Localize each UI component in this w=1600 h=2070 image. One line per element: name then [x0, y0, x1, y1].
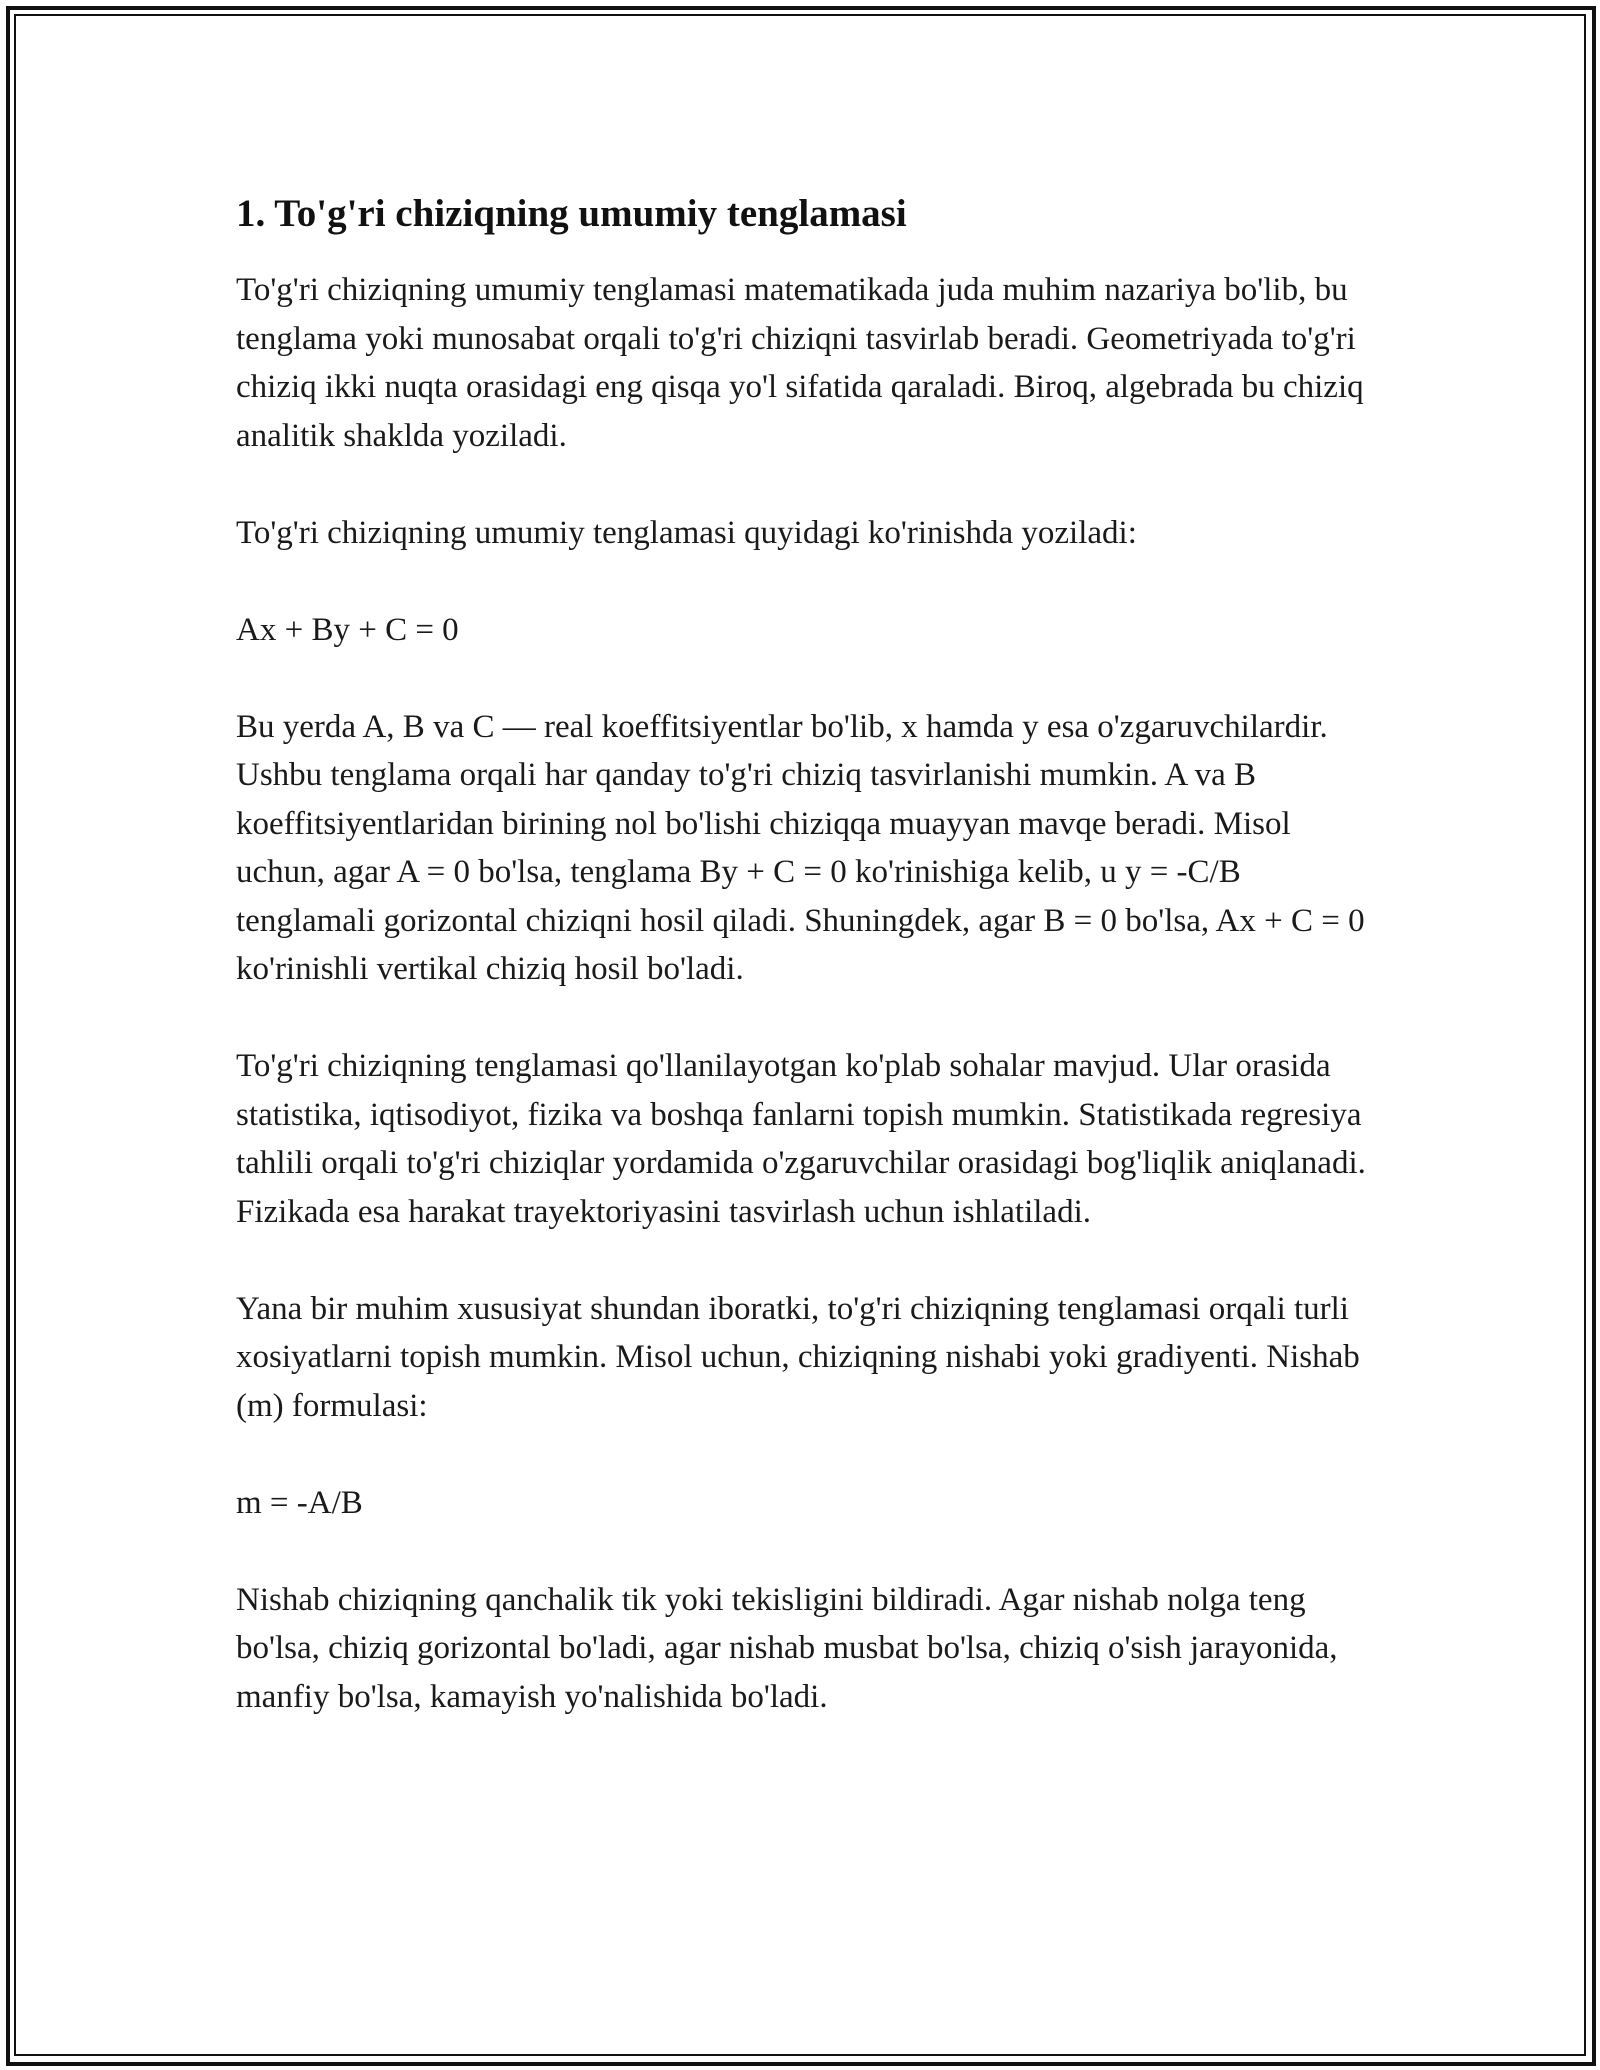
- paragraph-slope-intro: Yana bir muhim xususiyat shundan iboratki, to'g'ri chiziqning tenglamasi orqali turli xosiyatlarni topish mumkin. Misol uchun, chiziqning nishabi yoki gradiyenti. Nishab (m) formulasi:: [236, 1290, 1360, 1424]
- document-body: [236, 188, 1376, 1770]
- paragraph-slope-meaning: Nishab chiziqning qanchalik tik yoki tekisligini bildiradi. Agar nishab nolga teng bo'lsa, chiziq gorizontal bo'ladi, agar nishab musbat bo'lsa, chiziq o'sish jarayonida, manfiy bo'lsa, kamayish yo'nalishida bo'ladi.: [236, 1581, 1338, 1715]
- section-heading: 1. To'g'ri chiziqning umumiy tenglamasi: [236, 192, 907, 235]
- paragraph-intro: To'g'ri chiziqning umumiy tenglamasi matematikada juda muhim nazariya bo'lib, bu tenglama yoki munosabat orqali to'g'ri chiziqni tasvirlab beradi. Geometriyada to'g'ri chiziq ikki nuqta orasidagi eng qisqa yo'l sifatida qaraladi. Biroq, algebrada bu chiziq analitik shaklda yoziladi.: [236, 272, 1364, 454]
- paragraph-coefficients: Bu yerda A, B va C — real koeffitsiyentlar bo'lib, x hamda y esa o'zgaruvchilardir. Ushbu tenglama orqali har qanday to'g'ri chiziq tasvirlanishi mumkin. A va B koeffitsiyentlaridan birining nol bo'lishi chiziqqa muayyan mavqe beradi. Misol uchun, agar A = 0 bo'lsa, tenglama By + C = 0 ko'rinishiga kelib, u y = -C/B tenglamali gorizontal chiziqni hosil qiladi. Shuningdek, agar B = 0 bo'lsa, Ax + C = 0 ko'rinishli vertikal chiziq hosil bo'ladi.: [236, 708, 1365, 987]
- paragraph-applications: To'g'ri chiziqning tenglamasi qo'llanilayotgan ko'plab sohalar mavjud. Ular orasida statistika, iqtisodiyot, fizika va boshqa fanlarni topish mumkin. Statistikada regresiya tahlili orqali to'g'ri chiziqlar yordamida o'zgaruvchilar orasidagi bog'liqlik aniqlanadi. Fizikada esa harakat trayektoriyasini tasvirlash uchun ishlatiladi.: [236, 1048, 1366, 1230]
- paragraph-equation-intro: To'g'ri chiziqning umumiy tenglamasi quyidagi ko'rinishda yoziladi:: [236, 514, 1137, 551]
- equation-slope: m = -A/B: [236, 1484, 363, 1521]
- equation-general-form: Ax + By + C = 0: [236, 611, 459, 648]
